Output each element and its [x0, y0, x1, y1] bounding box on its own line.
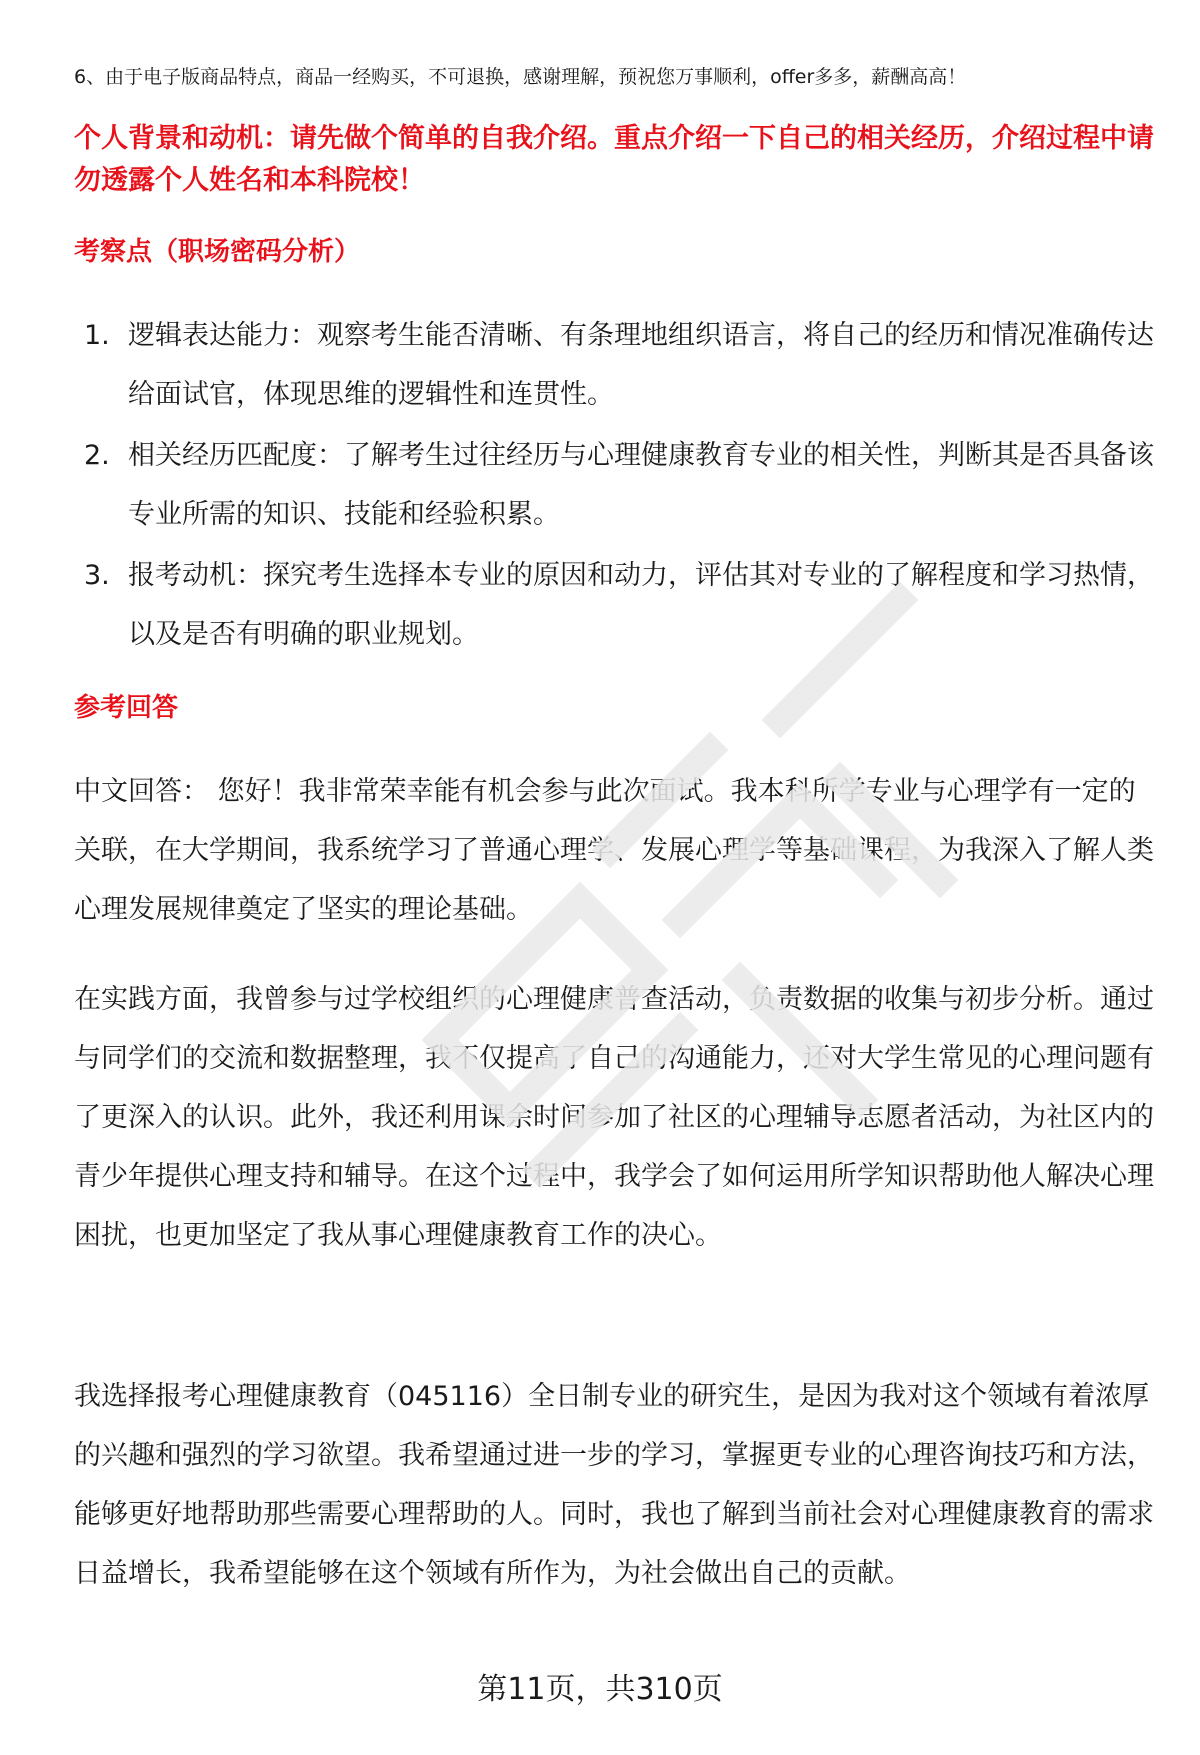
purchase-notice: 6、由于电子版商品特点，商品一经购买，不可退换，感谢理解，预祝您万事顺利，offer多多，薪酬高高！ [74, 66, 967, 88]
answer-paragraph: 我选择报考心理健康教育（045116）全日制专业的研究生，是因为我对这个领域有着浓厚的兴趣和强烈的学习欲望。我希望通过进一步的学习，掌握更专业的心理咨询技巧和方法，能够更好地帮助那些需要心理帮助的人。同时，我也了解到当前社会对心理健康教育的需求日益增长，我希望能够在这个领域有所作为，为社会做出自己的贡献。 [74, 1381, 1154, 1589]
list-number: 3. [84, 560, 110, 591]
list-item-text: 逻辑表达能力：观察考生能否清晰、有条理地组织语言，将自己的经历和情况准确传达给面试官，体现思维的逻辑性和连贯性。 [128, 320, 1154, 410]
list-number: 1. [84, 320, 110, 351]
points-title: 考察点（职场密码分析） [74, 237, 361, 267]
list-item [74, 546, 1154, 664]
assessment-points-list [74, 306, 1154, 666]
list-item [74, 426, 1154, 544]
list-item-text: 相关经历匹配度：了解考生过往经历与心理健康教育专业的相关性，判断其是否具备该专业所需的知识、技能和经验积累。 [128, 440, 1154, 530]
interview-question: 个人背景和动机：请先做个简单的自我介绍。重点介绍一下自己的相关经历，介绍过程中请勿透露个人姓名和本科院校！ [74, 123, 1154, 196]
list-number: 2. [84, 440, 110, 471]
list-item [74, 306, 1154, 424]
list-item-text: 报考动机：探究考生选择本专业的原因和动力，评估其对专业的了解程度和学习热情，以及是否有明确的职业规划。 [128, 560, 1154, 650]
answer-paragraph: 中文回答： 您好！我非常荣幸能有机会参与此次面试。我本科所学专业与心理学有一定的关联，在大学期间，我系统学习了普通心理学、发展心理学等基础课程，为我深入了解人类心理发展规律奠定了坚实的理论基础。 [74, 776, 1154, 925]
page-number: 第11页，共310页 [477, 1672, 723, 1707]
answer-title: 参考回答 [74, 693, 179, 723]
answer-paragraph: 在实践方面，我曾参与过学校组织的心理健康普查活动，负责数据的收集与初步分析。通过与同学们的交流和数据整理，我不仅提高了自己的沟通能力，还对大学生常见的心理问题有了更深入的认识。此外，我还利用课余时间参加了社区的心理辅导志愿者活动，为社区内的青少年提供心理支持和辅导。在这个过程中，我学会了如何运用所学知识帮助他人解决心理困扰，也更加坚定了我从事心理健康教育工作的决心。 [74, 984, 1154, 1251]
